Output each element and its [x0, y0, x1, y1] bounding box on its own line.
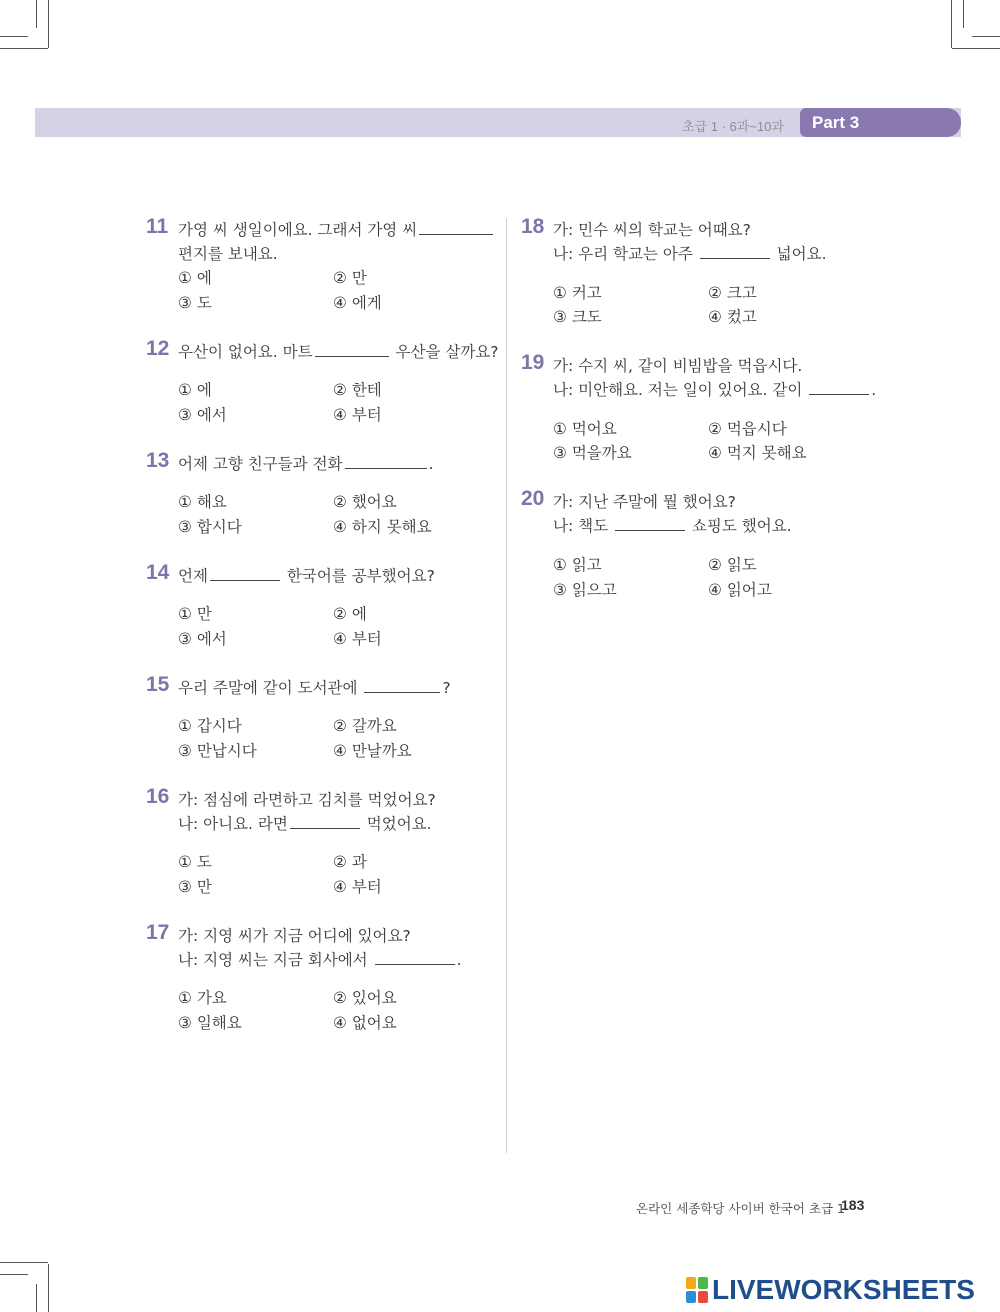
- stem-text: 우산을 살까요?: [390, 343, 499, 361]
- book-title: 온라인 세종학당 사이버 한국어 초급 1: [636, 1201, 845, 1216]
- question-stem: [553, 218, 827, 266]
- page-number: 183: [841, 1197, 865, 1213]
- option-1[interactable]: ① 해요: [178, 493, 227, 511]
- stem-text: 나: 우리 학교는 아주: [553, 245, 698, 263]
- liveworksheets-icon: [686, 1277, 708, 1303]
- stem-text: .: [456, 951, 462, 969]
- option-4[interactable]: ④ 에게: [333, 294, 382, 312]
- option-3[interactable]: ③ 에서: [178, 630, 227, 648]
- option-4[interactable]: ④ 먹지 못해요: [708, 444, 807, 462]
- question-stem: [178, 924, 462, 972]
- stem-text: 나: 책도: [553, 517, 613, 535]
- question-number: 16: [146, 785, 170, 808]
- part-label: Part 3: [800, 108, 961, 137]
- answer-blank[interactable]: [700, 242, 770, 259]
- question-number: 13: [146, 449, 170, 472]
- option-2[interactable]: ② 한테: [333, 381, 382, 399]
- question-stem: [178, 340, 499, 364]
- stem-text: 쇼핑도 했어요.: [687, 517, 792, 535]
- option-1[interactable]: ① 가요: [178, 989, 227, 1007]
- option-2[interactable]: ② 만: [333, 269, 367, 287]
- option-4[interactable]: ④ 만날까요: [333, 742, 412, 760]
- stem-text: 먹었어요.: [361, 815, 432, 833]
- question-stem: [553, 354, 876, 402]
- answer-blank[interactable]: [809, 378, 869, 395]
- option-1[interactable]: ① 읽고: [553, 556, 602, 574]
- stem-text: 나: 미안해요. 저는 일이 있어요. 같이: [553, 381, 808, 399]
- question-stem: [178, 218, 495, 266]
- crop-mark: [951, 0, 952, 48]
- stem-text: 우리 주말에 같이 도서관에: [178, 679, 363, 697]
- option-3[interactable]: ③ 합시다: [178, 518, 242, 536]
- option-3[interactable]: ③ 크도: [553, 308, 602, 326]
- option-3[interactable]: ③ 일해요: [178, 1014, 242, 1032]
- option-3[interactable]: ③ 만: [178, 878, 212, 896]
- option-1[interactable]: ① 커고: [553, 284, 602, 302]
- option-4[interactable]: ④ 없어요: [333, 1014, 397, 1032]
- option-2[interactable]: ② 있어요: [333, 989, 397, 1007]
- option-3[interactable]: ③ 도: [178, 294, 212, 312]
- question-number: 20: [521, 487, 545, 510]
- answer-blank[interactable]: [315, 340, 389, 357]
- stem-text: 가: 지영 씨가 지금 어디에 있어요?: [178, 927, 411, 945]
- question-stem: [178, 676, 451, 700]
- crop-mark: [0, 36, 28, 37]
- stem-text: 우산이 없어요. 마트: [178, 343, 313, 361]
- stem-text: 언제: [178, 567, 208, 585]
- crop-mark: [952, 48, 1000, 49]
- option-2[interactable]: ② 먹읍시다: [708, 420, 787, 438]
- answer-blank[interactable]: [364, 676, 440, 693]
- option-1[interactable]: ① 에: [178, 269, 212, 287]
- column-divider: [506, 218, 507, 1153]
- option-1[interactable]: ① 갑시다: [178, 717, 242, 735]
- stem-text: 나: 지영 씨는 지금 회사에서: [178, 951, 373, 969]
- stem-text: 가: 점심에 라면하고 김치를 먹었어요?: [178, 791, 436, 809]
- option-4[interactable]: ④ 읽어고: [708, 581, 772, 599]
- option-2[interactable]: ② 했어요: [333, 493, 397, 511]
- stem-text: ?: [442, 679, 451, 697]
- question-number: 17: [146, 921, 170, 944]
- answer-blank[interactable]: [210, 564, 280, 581]
- option-4[interactable]: ④ 부터: [333, 406, 382, 424]
- option-2[interactable]: ② 크고: [708, 284, 757, 302]
- option-1[interactable]: ① 먹어요: [553, 420, 617, 438]
- option-3[interactable]: ③ 먹을까요: [553, 444, 632, 462]
- crop-mark: [0, 1262, 48, 1263]
- option-3[interactable]: ③ 읽으고: [553, 581, 617, 599]
- option-4[interactable]: ④ 부터: [333, 878, 382, 896]
- question-stem: [178, 564, 435, 588]
- option-1[interactable]: ① 도: [178, 853, 212, 871]
- crop-mark: [48, 1264, 49, 1312]
- crop-mark: [36, 0, 37, 28]
- liveworksheets-wordmark: LIVEWORKSHEETS: [712, 1274, 975, 1305]
- option-3[interactable]: ③ 만납시다: [178, 742, 257, 760]
- question-number: 19: [521, 351, 545, 374]
- option-2[interactable]: ② 에: [333, 605, 367, 623]
- answer-blank[interactable]: [615, 514, 685, 531]
- stem-text: 한국어를 공부했어요?: [281, 567, 435, 585]
- answer-blank[interactable]: [345, 452, 427, 469]
- option-1[interactable]: ① 만: [178, 605, 212, 623]
- option-1[interactable]: ① 에: [178, 381, 212, 399]
- option-2[interactable]: ② 갈까요: [333, 717, 397, 735]
- stem-text: .: [871, 381, 877, 399]
- answer-blank[interactable]: [290, 812, 360, 829]
- stem-text: 어제 고향 친구들과 전화: [178, 455, 343, 473]
- question-number: 15: [146, 673, 170, 696]
- question-stem: [553, 490, 792, 538]
- stem-text: 가영 씨 생일이에요. 그래서 가영 씨: [178, 221, 418, 239]
- option-2[interactable]: ② 과: [333, 853, 367, 871]
- option-4[interactable]: ④ 컸고: [708, 308, 757, 326]
- stem-text: 나: 아니요. 라면: [178, 815, 288, 833]
- question-number: 14: [146, 561, 170, 584]
- stem-text: 가: 지난 주말에 뭘 했어요?: [553, 493, 736, 511]
- stem-text: 편지를 보내요.: [178, 245, 278, 263]
- section-label: 초급 1 · 6과~10과: [682, 119, 784, 134]
- crop-mark: [0, 48, 48, 49]
- question-number: 12: [146, 337, 170, 360]
- liveworksheets-logo: [686, 1273, 975, 1307]
- question-number: 11: [146, 215, 169, 238]
- crop-mark: [36, 1284, 37, 1312]
- question-stem: [178, 452, 433, 476]
- crop-mark: [48, 0, 49, 48]
- question-number: 18: [521, 215, 545, 238]
- option-2[interactable]: ② 읽도: [708, 556, 757, 574]
- crop-mark: [963, 0, 964, 28]
- stem-text: 가: 민수 씨의 학교는 어때요?: [553, 221, 751, 239]
- option-4[interactable]: ④ 부터: [333, 630, 382, 648]
- stem-text: 가: 수지 씨, 같이 비빔밥을 먹읍시다.: [553, 357, 803, 375]
- stem-text: 넓어요.: [771, 245, 827, 263]
- option-4[interactable]: ④ 하지 못해요: [333, 518, 432, 536]
- question-stem: [178, 788, 436, 836]
- answer-blank[interactable]: [419, 218, 493, 235]
- crop-mark: [972, 36, 1000, 37]
- answer-blank[interactable]: [375, 948, 455, 965]
- option-3[interactable]: ③ 에서: [178, 406, 227, 424]
- crop-mark: [0, 1274, 28, 1275]
- stem-text: .: [428, 455, 434, 473]
